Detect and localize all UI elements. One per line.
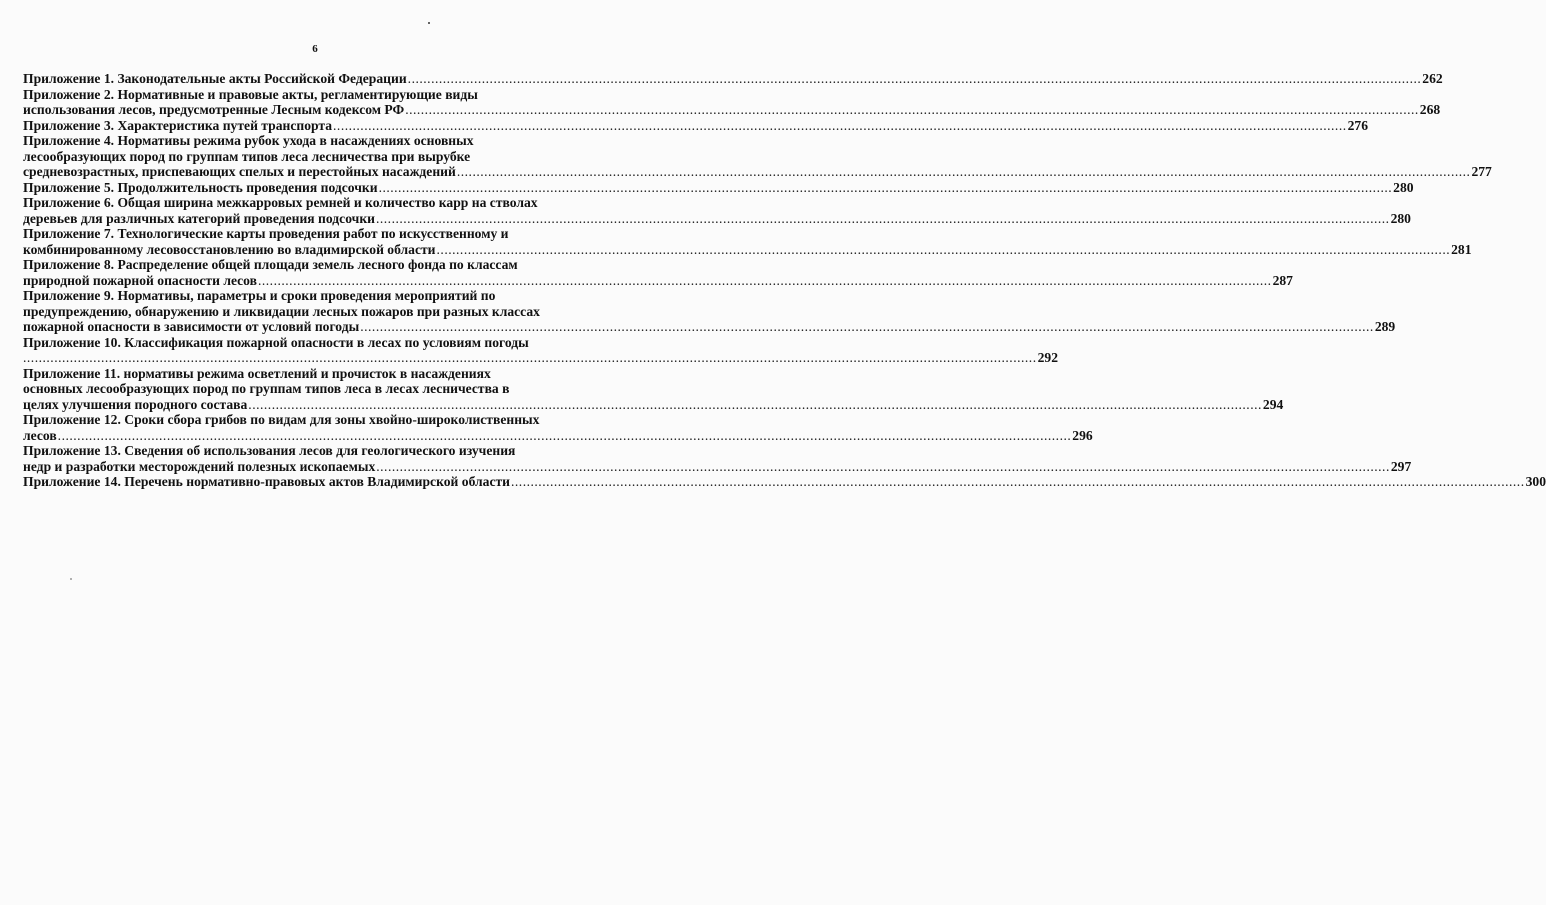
toc-entry-text-line: деревьев для различных категорий проведения подсочки	[23, 210, 375, 226]
toc-page-number: 300	[1525, 474, 1546, 489]
toc-entry	[23, 334, 1058, 366]
toc-entry-text-line: Приложение 4. Нормативы режима рубок ухода в насаждениях основных	[23, 133, 474, 148]
dot-leader: ....................................................................................................................................................................................................................................................................	[57, 427, 1072, 443]
toc-entry-text-line: лесообразующих пород по группам типов леса лесничества при вырубке	[23, 148, 471, 164]
table-of-contents	[23, 71, 1546, 490]
toc-entry-text-line: пожарной опасности в зависимости от условий погоды	[23, 319, 360, 334]
dot-leader: ....................................................................................................................................................................................................................................................................	[511, 474, 1525, 489]
scan-speck	[428, 22, 430, 24]
toc-entry	[23, 195, 1411, 226]
toc-entry-text-line: Приложение 3. Характеристика путей транспорта	[23, 117, 333, 133]
toc-entry-text-line: лесов	[23, 427, 57, 443]
scan-speck	[70, 578, 72, 580]
toc-entry	[23, 133, 1492, 180]
toc-entry-text-line: Приложение 7. Технологические карты проведения работ по искусственному и	[23, 226, 509, 241]
toc-entry-text-line: Приложение 11. нормативы режима осветлений и прочисток в насаждениях	[23, 365, 491, 381]
toc-page-number: 297	[1390, 458, 1412, 474]
dot-leader: ....................................................................................................................................................................................................................................................................	[436, 241, 1451, 257]
toc-entry-text-line: недр и разработки месторождений полезных ископаемых	[23, 458, 376, 474]
toc-entry	[23, 365, 1284, 413]
toc-entry-text-line: основных лесообразующих пород по группам типов леса в лесах лесничества в	[23, 381, 510, 396]
toc-page-number: 289	[1374, 319, 1396, 334]
toc-entry-text-line: Приложение 10. Классификация пожарной опасности в лесах по условиям погоды	[23, 334, 529, 350]
toc-entry	[23, 288, 1396, 335]
toc-entry	[23, 412, 1093, 443]
toc-entry-text-line: средневозрастных, приспевающих спелых и перестойных насаждений	[23, 164, 456, 179]
toc-entry-text-line: комбинированному лесовосстановлению во владимирской области	[23, 241, 436, 257]
dot-leader: ....................................................................................................................................................................................................................................................................	[23, 350, 1037, 365]
toc-entry	[23, 226, 1472, 257]
dot-leader: ....................................................................................................................................................................................................................................................................	[456, 164, 1471, 179]
toc-page-number: 281	[1451, 241, 1472, 257]
dot-leader: ....................................................................................................................................................................................................................................................................	[257, 272, 1272, 288]
dot-leader: ....................................................................................................................................................................................................................................................................	[407, 71, 1422, 86]
dot-leader: ....................................................................................................................................................................................................................................................................	[360, 319, 1374, 334]
dot-leader: ....................................................................................................................................................................................................................................................................	[248, 396, 1262, 412]
toc-entry-text-line: Приложение 12. Сроки сбора грибов по видам для зоны хвойно-широколиственных	[23, 412, 540, 427]
toc-entry-text-line: Приложение 6. Общая ширина межкарровых ремней и количество карр на стволах	[23, 195, 538, 210]
toc-entry-text-line: предупреждению, обнаружению и ликвидации лесных пожаров при разных классах	[23, 303, 540, 319]
toc-page-number: 268	[1419, 102, 1441, 117]
toc-page-number: 280	[1393, 179, 1414, 195]
toc-entry	[23, 71, 1443, 87]
toc-entry	[23, 443, 1412, 474]
toc-page-number: 276	[1347, 117, 1368, 133]
toc-entry	[23, 179, 1414, 196]
toc-page-number: 287	[1272, 272, 1293, 288]
dot-leader: ....................................................................................................................................................................................................................................................................	[333, 117, 1347, 133]
dot-leader: ....................................................................................................................................................................................................................................................................	[376, 458, 1390, 474]
dot-leader: ....................................................................................................................................................................................................................................................................	[375, 210, 1390, 226]
toc-page-number: 262	[1422, 71, 1443, 86]
toc-page-number: 280	[1390, 210, 1411, 226]
toc-entry	[23, 474, 1546, 490]
toc-entry-text-line: Приложение 14. Перечень нормативно-правовых актов Владимирской области	[23, 474, 510, 489]
toc-entry-text-line: целях улучшения породного состава	[23, 396, 248, 412]
toc-entry-text-line: Приложение 13. Сведения об использования лесов для геологического изучения	[23, 443, 516, 458]
toc-entry-text-line: Приложение 2. Нормативные и правовые акты, регламентирующие виды	[23, 86, 478, 102]
toc-page-number: 294	[1262, 396, 1284, 412]
dot-leader: ....................................................................................................................................................................................................................................................................	[378, 179, 1393, 195]
page-number: 6	[312, 43, 318, 55]
toc-entry-text-line: Приложение 1. Законодательные акты Российской Федерации	[23, 71, 407, 86]
toc-page-number: 277	[1471, 164, 1492, 179]
dot-leader: ....................................................................................................................................................................................................................................................................	[405, 102, 1419, 117]
toc-page-number: 292	[1037, 350, 1058, 365]
toc-entry-text-line: Приложение 9. Нормативы, параметры и сроки проведения мероприятий по	[23, 288, 496, 303]
toc-entry	[23, 257, 1293, 288]
toc-entry-text-line: природной пожарной опасности лесов	[23, 272, 257, 288]
toc-page-number: 296	[1072, 427, 1093, 443]
toc-entry	[23, 117, 1368, 134]
toc-entry	[23, 86, 1441, 118]
toc-entry-text-line: Приложение 8. Распределение общей площади земель лесного фонда по классам	[23, 257, 518, 272]
toc-entry-text-line: Приложение 5. Продолжительность проведения подсочки	[23, 179, 378, 195]
toc-entry-text-line: использования лесов, предусмотренные Лесным кодексом РФ	[23, 102, 405, 117]
